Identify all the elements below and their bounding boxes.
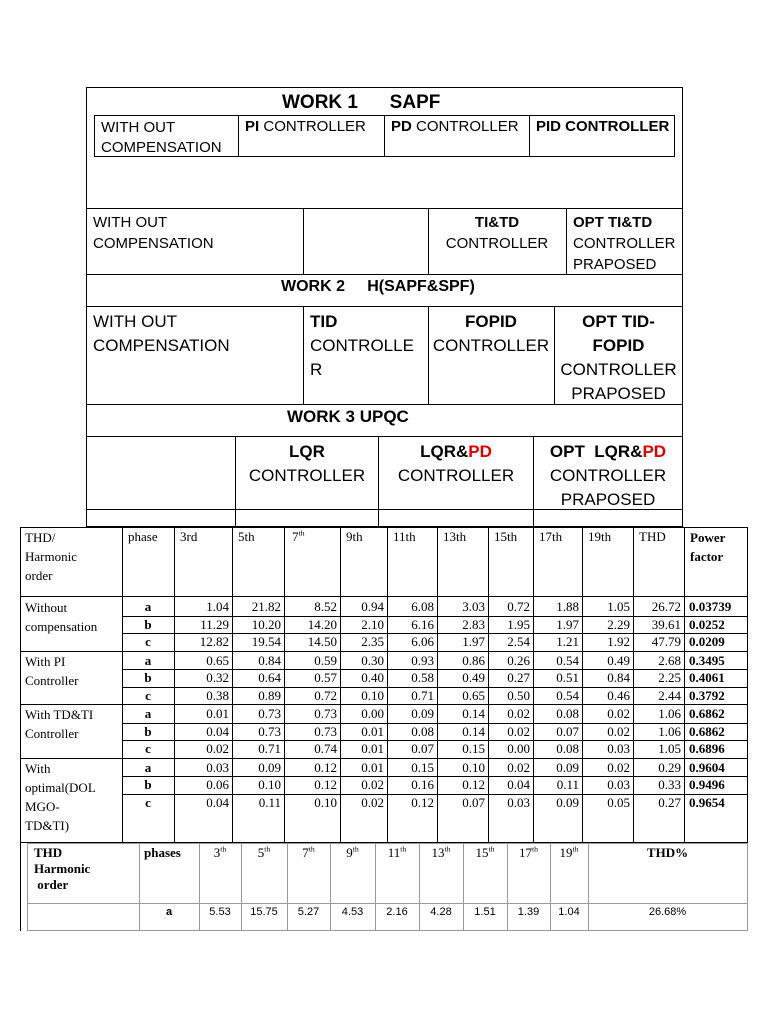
value-cell: 0.15 bbox=[411, 759, 434, 775]
ti-td-controller-label: TI&TD CONTROLLER bbox=[445, 214, 549, 252]
lqr-pd-controller-label: LQR&PD CONTROLLER bbox=[397, 442, 515, 485]
phase-cell: b bbox=[144, 670, 152, 685]
value-cell: 5.27 bbox=[297, 906, 320, 918]
value-cell: 0.03 bbox=[206, 759, 229, 775]
power-factor-cell: 0.6896 bbox=[689, 741, 725, 756]
value-cell: 1.88 bbox=[556, 599, 579, 614]
power-factor-cell: 0.9604 bbox=[689, 759, 725, 775]
header-thd-harmonic-order: THD/ Harmonic order bbox=[25, 530, 77, 583]
value-cell: 0.86 bbox=[462, 652, 485, 668]
value-cell: 2.16 bbox=[386, 906, 408, 918]
value-cell: 0.01 bbox=[361, 741, 384, 756]
value-cell: 0.65 bbox=[462, 687, 485, 703]
value-cell: 0.73 bbox=[314, 706, 337, 721]
value-cell: 3.03 bbox=[462, 599, 485, 614]
pi-controller-label: PI CONTROLLER bbox=[245, 118, 366, 135]
power-factor-cell: 0.3792 bbox=[689, 687, 725, 703]
value-cell: 5.53 bbox=[209, 906, 231, 918]
value-cell: 0.84 bbox=[607, 670, 630, 685]
value-cell: 0.14 bbox=[462, 706, 485, 721]
value-cell: 0.50 bbox=[507, 687, 530, 703]
value-cell: 0.03 bbox=[607, 741, 630, 756]
power-factor-cell: 0.9654 bbox=[689, 794, 725, 810]
value-cell: 0.58 bbox=[411, 670, 434, 685]
value-cell: 0.12 bbox=[314, 759, 337, 775]
value-cell: 0.27 bbox=[507, 670, 530, 685]
value-cell: 39.61 bbox=[651, 616, 681, 632]
group-label: Without compensation bbox=[25, 600, 98, 634]
value-cell: 0.38 bbox=[206, 687, 229, 703]
value-cell: 0.01 bbox=[206, 706, 229, 721]
value-cell: 0.05 bbox=[607, 794, 630, 810]
value-cell: 0.02 bbox=[507, 723, 530, 739]
value-cell: 0.27 bbox=[658, 794, 681, 810]
value-cell: 1.21 bbox=[556, 634, 579, 649]
value-cell: 0.94 bbox=[361, 599, 384, 614]
value-cell: 0.65 bbox=[206, 652, 229, 668]
value-cell: 0.09 bbox=[556, 759, 579, 775]
value-cell: 0.02 bbox=[607, 759, 630, 775]
value-cell: 0.84 bbox=[258, 652, 281, 668]
header-order: 15th bbox=[475, 844, 495, 860]
value-cell: 0.02 bbox=[507, 706, 530, 721]
power-factor-cell: 0.0209 bbox=[689, 634, 725, 649]
value-cell: 0.02 bbox=[507, 759, 530, 775]
header-order: THD bbox=[639, 529, 666, 544]
value-cell: 0.12 bbox=[314, 777, 337, 792]
value-cell: 0.40 bbox=[361, 670, 384, 685]
value-cell: 4.53 bbox=[341, 906, 364, 918]
value-cell: 0.29 bbox=[658, 759, 681, 775]
phase-cell: c bbox=[145, 741, 151, 756]
value-cell: 0.09 bbox=[258, 759, 281, 775]
value-cell: 0.09 bbox=[411, 706, 434, 721]
without-compensation-label-3: WITH OUT COMPENSATION bbox=[93, 312, 230, 355]
value-cell: 0.49 bbox=[607, 652, 630, 668]
phase-cell: b bbox=[144, 777, 152, 792]
header-order: 17th bbox=[518, 844, 539, 860]
value-cell: 1.06 bbox=[658, 706, 681, 721]
value-cell: 0.74 bbox=[314, 741, 337, 756]
work2-title: WORK 2 H(SAPF&SPF) bbox=[281, 278, 475, 295]
header-order: 7th bbox=[302, 844, 315, 860]
value-cell: 0.49 bbox=[462, 670, 485, 685]
value-cell: 2.25 bbox=[658, 670, 681, 685]
value-cell: 6.06 bbox=[411, 634, 434, 649]
value-cell: 0.73 bbox=[258, 706, 281, 721]
header-order: 13th bbox=[443, 529, 467, 544]
value-cell: 0.02 bbox=[361, 794, 384, 810]
header-order: 5th bbox=[238, 529, 255, 544]
group-label: With TD&TI Controller bbox=[25, 707, 94, 741]
header-order: 19th bbox=[588, 529, 612, 544]
value-cell: 0.02 bbox=[361, 777, 384, 792]
phase-cell: c bbox=[145, 687, 151, 703]
value-cell: 0.10 bbox=[462, 759, 485, 775]
value-cell: 1.51 bbox=[474, 906, 496, 918]
value-cell: 15.75 bbox=[250, 906, 278, 918]
value-cell: 12.82 bbox=[199, 634, 229, 649]
opt-lqr-pd-controller-label: OPT LQR&PD CONTROLLER PRAPOSED bbox=[549, 442, 667, 509]
header-order: 15th bbox=[494, 529, 518, 544]
power-factor-cell: 0.9496 bbox=[689, 777, 725, 792]
header-order: 11th bbox=[393, 529, 416, 544]
phase-cell: a bbox=[144, 652, 152, 668]
header-order-7: 7th bbox=[292, 528, 305, 544]
header-power-factor: Power factor bbox=[690, 530, 726, 564]
tid-controller-label: TID CONTROLLE R bbox=[310, 312, 414, 379]
header-order: 9th bbox=[346, 844, 359, 860]
pd-controller-label: PD CONTROLLER bbox=[391, 118, 519, 135]
value-cell: 0.54 bbox=[556, 687, 579, 703]
power-factor-cell: 0.03739 bbox=[689, 599, 732, 614]
value-cell: 0.51 bbox=[556, 670, 579, 685]
value-cell: 1.39 bbox=[517, 906, 540, 918]
power-factor-cell: 0.6862 bbox=[689, 706, 725, 721]
value-cell: 0.89 bbox=[258, 687, 281, 703]
value-cell: 0.02 bbox=[607, 723, 630, 739]
phase-cell: b bbox=[144, 723, 152, 739]
value-cell: 1.04 bbox=[206, 599, 229, 614]
value-cell: 0.11 bbox=[556, 777, 579, 792]
power-factor-cell: 0.6862 bbox=[689, 723, 725, 739]
value-cell: 0.71 bbox=[258, 741, 281, 756]
phase-cell: c bbox=[145, 794, 151, 810]
phase-cell: a bbox=[165, 906, 173, 918]
fopid-controller-label: FOPID CONTROLLER bbox=[432, 312, 550, 355]
value-cell: 0.03 bbox=[507, 794, 530, 810]
value-cell: 0.04 bbox=[206, 723, 229, 739]
value-cell: 0.07 bbox=[556, 723, 579, 739]
value-cell: 0.33 bbox=[658, 777, 681, 792]
header-thd-percent: THD% bbox=[646, 845, 689, 860]
value-cell: 0.59 bbox=[314, 652, 337, 668]
header-order: 9th bbox=[346, 529, 363, 544]
power-factor-cell: 0.3495 bbox=[689, 652, 725, 668]
value-cell: 0.10 bbox=[258, 777, 281, 792]
value-cell: 1.06 bbox=[658, 723, 681, 739]
value-cell: 1.92 bbox=[607, 634, 630, 649]
value-cell: 21.82 bbox=[251, 599, 281, 614]
header-order: 3rd bbox=[180, 529, 198, 544]
value-cell: 0.04 bbox=[206, 794, 229, 810]
value-cell: 1.05 bbox=[607, 599, 630, 614]
value-cell: 2.54 bbox=[507, 634, 530, 649]
value-cell: 0.03 bbox=[607, 777, 630, 792]
value-cell: 0.32 bbox=[206, 670, 229, 685]
value-cell: 19.54 bbox=[251, 634, 281, 649]
value-cell: 0.14 bbox=[462, 723, 485, 739]
header-phases: phases bbox=[144, 845, 181, 860]
value-cell: 1.04 bbox=[558, 906, 580, 918]
value-cell: 0.12 bbox=[411, 794, 434, 810]
value-cell: 2.44 bbox=[658, 687, 681, 703]
value-cell: 1.95 bbox=[507, 616, 530, 632]
thd-value-cell: 26.68% bbox=[648, 906, 687, 918]
header-order: 13th bbox=[431, 844, 451, 860]
value-cell: 1.05 bbox=[658, 741, 681, 756]
power-factor-cell: 0.0252 bbox=[689, 616, 725, 632]
phase-cell: a bbox=[144, 759, 152, 775]
header-phase: phase bbox=[128, 529, 158, 544]
value-cell: 4.28 bbox=[430, 906, 452, 918]
value-cell: 0.73 bbox=[258, 723, 281, 739]
value-cell: 0.64 bbox=[258, 670, 281, 685]
value-cell: 0.12 bbox=[462, 777, 485, 792]
phase-cell: b bbox=[144, 616, 152, 632]
value-cell: 47.79 bbox=[651, 634, 681, 649]
value-cell: 2.35 bbox=[361, 634, 384, 649]
value-cell: 0.71 bbox=[411, 687, 434, 703]
value-cell: 26.72 bbox=[651, 599, 681, 614]
value-cell: 0.00 bbox=[361, 706, 384, 721]
value-cell: 11.29 bbox=[200, 616, 229, 632]
value-cell: 6.08 bbox=[411, 599, 434, 614]
value-cell: 0.02 bbox=[607, 706, 630, 721]
value-cell: 0.06 bbox=[206, 777, 229, 792]
opt-ti-td-controller-label: OPT TI&TD CONTROLLER PRAPOSED bbox=[573, 214, 676, 273]
header-order: 11th bbox=[387, 844, 407, 860]
value-cell: 0.54 bbox=[556, 652, 579, 668]
value-cell: 0.01 bbox=[361, 723, 384, 739]
value-cell: 0.01 bbox=[361, 759, 384, 775]
value-cell: 0.72 bbox=[507, 599, 530, 614]
phase-cell: c bbox=[145, 634, 151, 649]
value-cell: 1.97 bbox=[556, 616, 579, 632]
lqr-controller-label: LQR CONTROLLER bbox=[248, 442, 366, 485]
value-cell: 14.20 bbox=[307, 616, 337, 632]
value-cell: 2.68 bbox=[658, 652, 681, 668]
value-cell: 0.08 bbox=[556, 706, 579, 721]
value-cell: 0.46 bbox=[607, 687, 630, 703]
value-cell: 0.73 bbox=[314, 723, 337, 739]
value-cell: 1.97 bbox=[462, 634, 485, 649]
header-thd-harmonic-order: THD Harmonic order bbox=[34, 845, 91, 892]
value-cell: 14.50 bbox=[307, 634, 337, 649]
header-order: 3th bbox=[213, 844, 227, 860]
header-order: 17th bbox=[539, 529, 563, 544]
value-cell: 0.10 bbox=[314, 794, 337, 810]
opt-tid-fopid-controller-label: OPT TID- FOPID CONTROLLER PRAPOSED bbox=[560, 312, 677, 403]
phase-cell: a bbox=[144, 599, 152, 614]
header-order: 5th bbox=[257, 844, 271, 860]
value-cell: 0.93 bbox=[411, 652, 434, 668]
power-factor-cell: 0.4061 bbox=[689, 670, 725, 685]
value-cell: 0.72 bbox=[314, 687, 337, 703]
pid-controller-label: PID CONTROLLER bbox=[536, 118, 670, 135]
value-cell: 0.15 bbox=[462, 741, 485, 756]
header-order: 19th bbox=[559, 844, 579, 860]
value-cell: 2.10 bbox=[361, 616, 384, 632]
value-cell: 0.30 bbox=[361, 652, 384, 668]
value-cell: 0.09 bbox=[556, 794, 579, 810]
value-cell: 0.16 bbox=[411, 777, 434, 792]
work3-title: WORK 3 UPQC bbox=[287, 407, 409, 426]
value-cell: 0.02 bbox=[206, 741, 229, 756]
value-cell: 0.57 bbox=[314, 670, 337, 685]
value-cell: 0.07 bbox=[462, 794, 485, 810]
value-cell: 0.08 bbox=[556, 741, 579, 756]
value-cell: 8.52 bbox=[314, 599, 337, 614]
value-cell: 0.08 bbox=[411, 723, 434, 739]
value-cell: 2.29 bbox=[607, 616, 630, 632]
value-cell: 0.04 bbox=[507, 777, 530, 792]
value-cell: 0.26 bbox=[507, 652, 530, 668]
value-cell: 0.07 bbox=[411, 741, 434, 756]
value-cell: 0.00 bbox=[507, 741, 530, 756]
without-compensation-label-2: WITH OUT COMPENSATION bbox=[93, 214, 214, 252]
value-cell: 2.83 bbox=[462, 616, 485, 632]
without-compensation-label: WITH OUT COMPENSATION bbox=[101, 119, 222, 156]
phase-cell: a bbox=[144, 706, 152, 721]
value-cell: 0.10 bbox=[361, 687, 384, 703]
group-label: With PI Controller bbox=[25, 653, 79, 688]
work1-title: WORK 1 SAPF bbox=[282, 92, 441, 113]
value-cell: 10.20 bbox=[251, 616, 281, 632]
group-label: With optimal(DOL MGO- TD&TI) bbox=[25, 760, 96, 833]
value-cell: 0.11 bbox=[258, 794, 281, 810]
value-cell: 6.16 bbox=[411, 616, 434, 632]
